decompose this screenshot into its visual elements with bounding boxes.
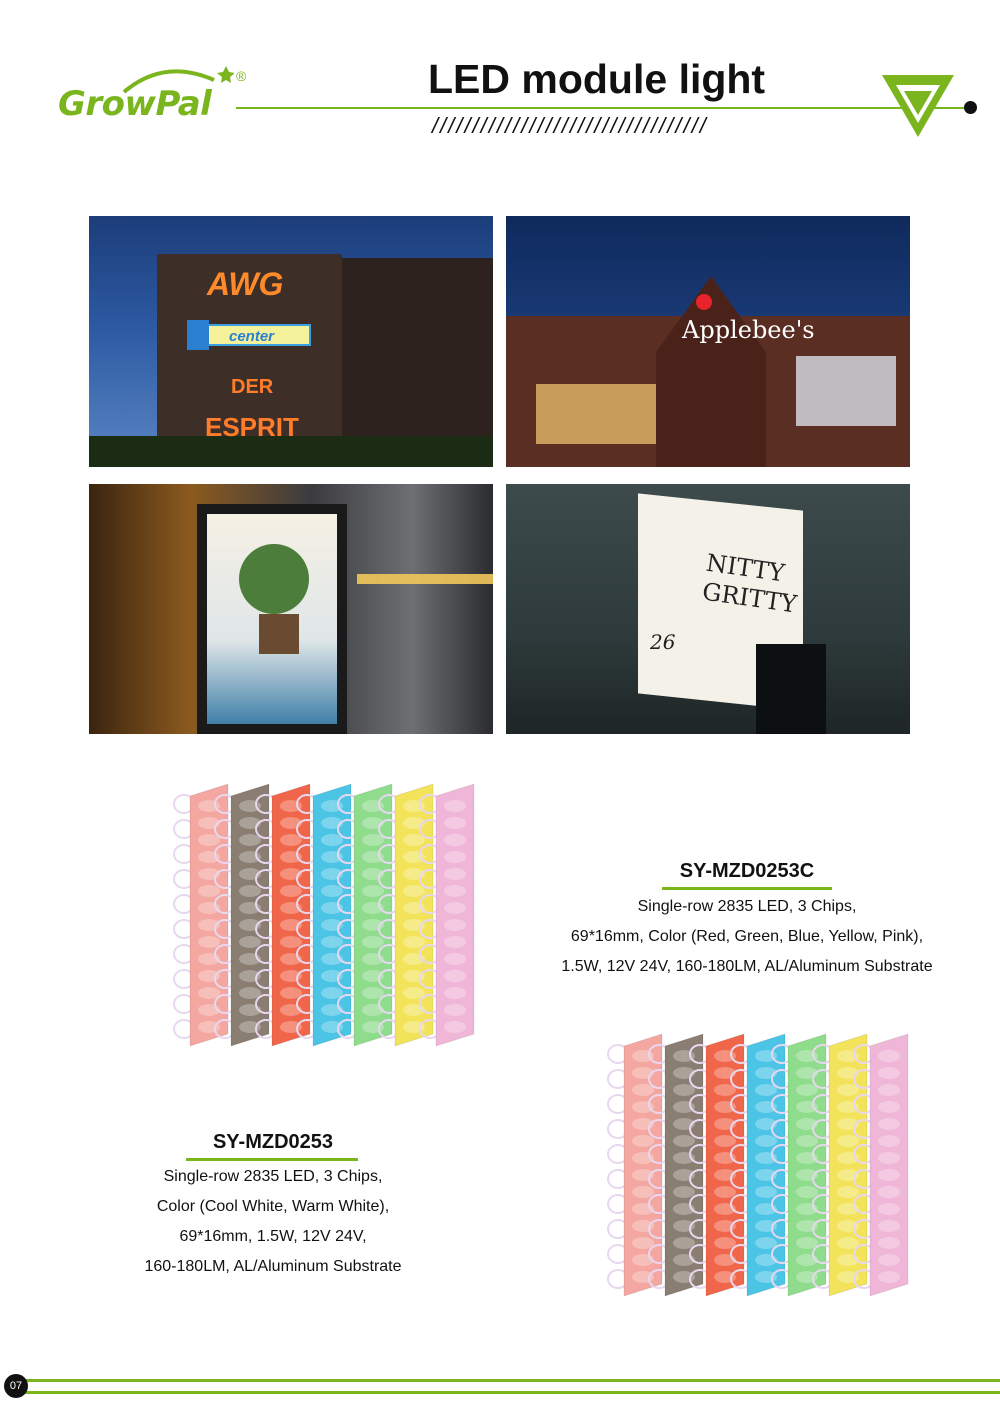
page-title: LED module light — [428, 56, 766, 102]
building-side — [342, 258, 493, 454]
triangle-icon — [880, 73, 956, 139]
header-rule — [236, 107, 971, 109]
led-module-cluster-1 — [160, 776, 490, 1061]
sign-awg: AWG — [207, 266, 284, 302]
product-2-spec-line-2: Color (Cool White, Warm White), — [156, 1198, 390, 1215]
header-rule-dot — [964, 101, 977, 114]
poster-tree — [239, 544, 309, 614]
sign-gritty: GRITTY — [700, 577, 799, 619]
product-2-spec-line-3: 69*16mm, 1.5W, 12V 24V, — [179, 1228, 367, 1245]
lit-windows-left — [536, 384, 656, 444]
product-model-2-underline — [186, 1158, 358, 1161]
poster-roots — [259, 614, 299, 654]
logo-wordmark: GrowPal — [58, 84, 212, 124]
lit-windows-right — [796, 356, 896, 426]
product-2-spec-line-4: 160-180LM, AL/Aluminum Substrate — [144, 1258, 402, 1275]
sign-der: DER — [231, 376, 274, 398]
product-1-spec-line-1: Single-row 2835 LED, 3 Chips, — [637, 898, 857, 915]
footer-rule-bottom — [16, 1391, 1000, 1394]
product-1-spec-line-3: 1.5W, 12V 24V, 160-180LM, AL/Aluminum Substrate — [561, 958, 933, 975]
product-2-spec-line-1: Single-row 2835 LED, 3 Chips, — [163, 1168, 383, 1185]
product-model-1: SY-MZD0253C — [679, 860, 815, 882]
product-model-2: SY-MZD0253 — [212, 1131, 334, 1153]
sign-nitty: NITTY — [704, 548, 787, 588]
registered-mark: ® — [236, 68, 247, 84]
photo-lightbox-busstop — [89, 484, 493, 734]
sign-e-icon — [187, 320, 209, 350]
photo-applebees — [506, 216, 910, 467]
sign-number: 26 — [650, 630, 676, 654]
sign-center-box — [187, 324, 311, 346]
led-strip-1 — [608, 1034, 662, 1296]
page-number: 07 — [4, 1374, 28, 1398]
product-1-spec-line-2: 69*16mm, Color (Red, Green, Blue, Yellow, Pink), — [570, 928, 924, 945]
product-model-1-underline — [662, 887, 832, 890]
sign-esprit: ESPRIT — [205, 412, 299, 442]
photo-nitty-gritty — [506, 484, 910, 734]
led-strip-1 — [174, 784, 228, 1046]
light-streak — [357, 574, 493, 584]
apple-icon — [696, 294, 712, 310]
footer-rule-top — [16, 1379, 1000, 1382]
header-slashes: ////////////////////////////////// — [432, 113, 708, 138]
sign-post — [756, 644, 826, 734]
sign-applebees: Applebee's — [682, 316, 815, 344]
growpal-logo — [58, 62, 258, 142]
sign-center: center — [229, 328, 275, 345]
led-module-cluster-2 — [594, 1026, 924, 1311]
photo-awg-building — [89, 216, 493, 467]
